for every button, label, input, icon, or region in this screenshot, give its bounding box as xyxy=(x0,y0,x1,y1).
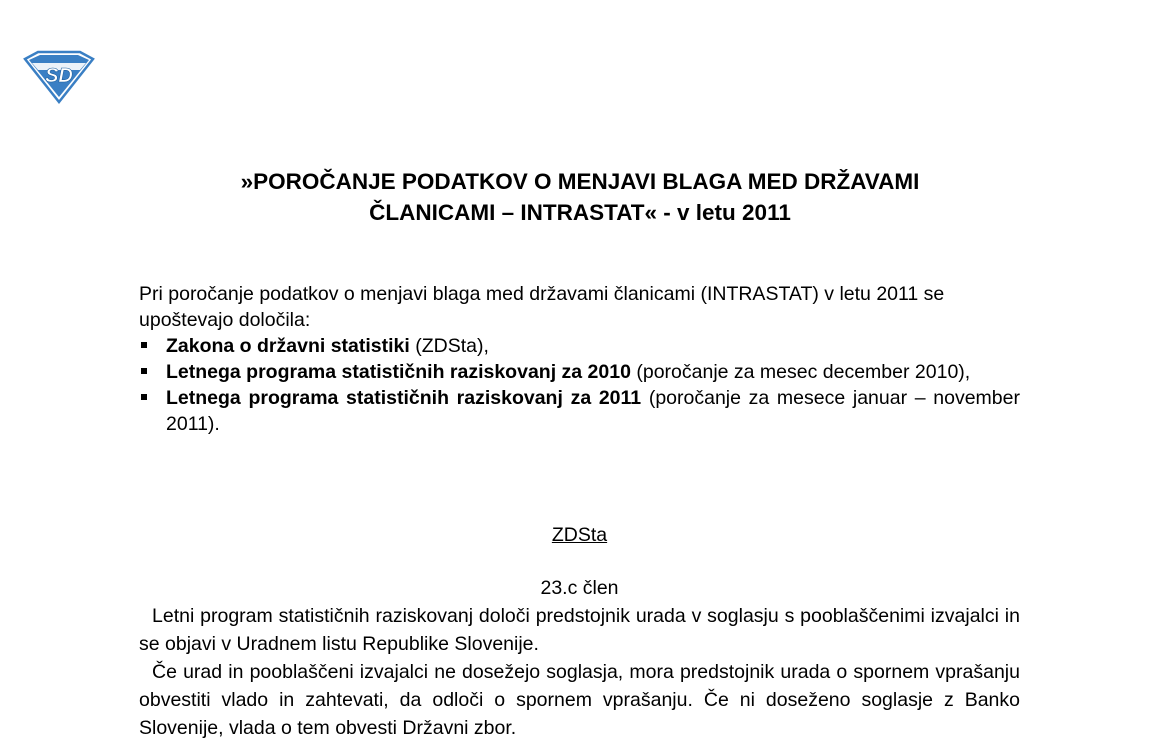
document-title-line-1: »POROČANJE PODATKOV O MENJAVI BLAGA MED DRŽAVAMI xyxy=(240,169,920,194)
list-item xyxy=(139,333,1020,359)
intro-paragraph: Pri poročanje podatkov o menjavi blaga med državami članicami (INTRASTAT) v letu 2011 se upoštevajo določila: xyxy=(139,283,945,331)
article-body xyxy=(139,602,1020,742)
list-item-text: (poročanje za mesece januar – november 2011). xyxy=(166,387,1020,435)
intro-section xyxy=(139,281,1020,437)
square-bullet-icon xyxy=(141,368,147,374)
square-bullet-icon xyxy=(141,342,147,348)
article-heading: 23.c člen xyxy=(540,577,619,599)
logo-text: SD xyxy=(45,65,73,87)
list-item-text: (poročanje za mesec december 2010), xyxy=(630,361,971,383)
section-heading: ZDSta xyxy=(551,524,608,546)
document-title xyxy=(140,166,1020,228)
document-title-line-2: ČLANICAMI – INTRASTAT« - v letu 2011 xyxy=(369,200,791,225)
article-paragraph: Letni program statističnih raziskovanj določi predstojnik urada v soglasju s pooblaščenimi izvajalci in se objavi v Uradnem listu Republike Slovenije. xyxy=(139,605,1020,655)
list-item xyxy=(139,385,1020,437)
article-paragraph: Če urad in pooblaščeni izvajalci ne dosežejo soglasja, mora predstojnik urada o spornem vprašanju obvestiti vlado in zahtevati, da odloči o spornem vprašanju. Če ni doseženo soglasje z Banko Slovenije, vlada o tem obvesti Državni zbor. xyxy=(139,661,1020,739)
regulations-list xyxy=(139,333,1020,437)
list-item xyxy=(139,359,1020,385)
list-item-text: (ZDSta), xyxy=(409,335,489,357)
square-bullet-icon xyxy=(141,394,147,400)
list-item-bold: Zakona o državni statistiki xyxy=(166,335,410,357)
sd-logo-icon xyxy=(22,50,96,104)
company-logo xyxy=(22,50,96,104)
list-item-bold: Letnega programa statističnih raziskovanj za 2011 xyxy=(166,387,642,409)
list-item-bold: Letnega programa statističnih raziskovanj za 2010 xyxy=(166,361,631,383)
